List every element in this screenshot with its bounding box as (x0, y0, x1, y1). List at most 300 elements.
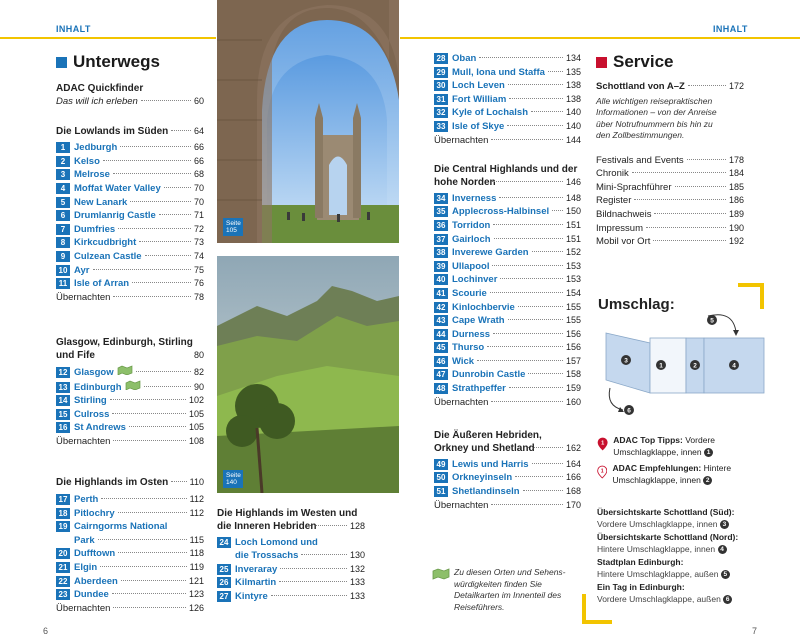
page-ref: 76 (193, 278, 204, 289)
cover-ref (597, 556, 757, 580)
place-number-badge: 48 (434, 383, 448, 394)
place-name: Loch Leven (452, 80, 505, 92)
place-number-badge: 11 (56, 278, 70, 289)
cover-diagram (598, 308, 798, 418)
place-name: Kinlochbervie (452, 301, 515, 313)
place-row[interactable] (434, 368, 581, 382)
place-row[interactable] (56, 408, 204, 422)
service-row[interactable] (596, 167, 744, 181)
place-name: Edinburgh (74, 381, 122, 393)
service-label: Register (596, 195, 632, 207)
header-right: INHALT (713, 24, 748, 34)
chapter-west-title[interactable]: Die Highlands im Westen und die Inneren Hebriden (217, 508, 358, 532)
column-west (217, 507, 365, 604)
page-ref: 155 (565, 301, 581, 312)
chapter-glasgow-title[interactable]: Glasgow, Edinburgh, Stirling und Fife (56, 337, 193, 362)
place-name: Aberdeen (74, 575, 118, 587)
cover-ref-text: Vordere Umschlagklappe, innen (597, 519, 718, 529)
chapter-west-page: 128 (217, 520, 365, 534)
diagram-label-6: 6 (627, 407, 631, 415)
place-number-badge: 38 (434, 247, 448, 258)
place-number-badge: 42 (434, 302, 448, 313)
photo-st-andrews (217, 0, 399, 243)
page-ref: 158 (565, 369, 581, 380)
place-row[interactable] (217, 536, 365, 550)
service-row[interactable] (596, 208, 744, 222)
cover-ref-title: Stadtplan Edinburgh: (597, 557, 684, 567)
place-row[interactable] (56, 493, 204, 507)
place-name: Fort William (452, 93, 507, 105)
page-ref: 192 (728, 236, 744, 247)
place-name: Stirling (74, 395, 107, 407)
page-ref: 118 (189, 548, 204, 559)
place-name: Wick (452, 355, 475, 367)
chapter-highlands-east[interactable]: Die Highlands im Osten 110 (56, 477, 204, 489)
place-name: Ullapool (452, 260, 490, 272)
page-ref: 138 (565, 93, 581, 104)
place-number-badge: 4 (56, 183, 70, 194)
place-name: Inveraray (235, 563, 278, 575)
recommendation-icon (597, 462, 607, 482)
place-number-badge: 51 (434, 486, 448, 497)
ref-circle: 6 (723, 595, 732, 604)
place-row[interactable] (56, 223, 204, 237)
place-row[interactable] (434, 485, 581, 499)
page-ref: 119 (189, 562, 204, 573)
place-name: Culross (74, 408, 110, 420)
page-ref: 186 (728, 195, 744, 206)
page-ref: 132 (349, 563, 365, 574)
place-row[interactable] (217, 576, 365, 590)
list-hebrides (434, 458, 581, 499)
place-number-badge: 14 (56, 395, 70, 406)
service-label: Mini-Sprachführer (596, 181, 672, 193)
cover-ref (597, 531, 757, 555)
place-name: Gairloch (452, 233, 491, 245)
page-ref: 74 (193, 250, 204, 261)
place-number-badge: 17 (56, 494, 70, 505)
place-number-badge: 45 (434, 342, 448, 353)
section-title-service: Service (596, 52, 744, 72)
page-ref: 133 (349, 590, 365, 601)
page-number-left: 6 (43, 626, 49, 636)
place-row[interactable] (56, 209, 204, 223)
photo-isle-of-skye (217, 256, 399, 493)
place-name: Drumlanrig Castle (74, 210, 156, 222)
list-cover-refs (597, 506, 757, 606)
place-name: Kyle of Lochalsh (452, 107, 529, 119)
place-row[interactable] (56, 394, 204, 408)
place-number-badge: 5 (56, 197, 70, 208)
service-label: Festivals and Events (596, 154, 684, 166)
place-name: Mull, Iona und Staffa (452, 66, 545, 78)
service-atoz[interactable]: Schottland von A–Z 172 (596, 81, 744, 92)
place-name: Shetlandinseln (452, 486, 520, 498)
page-ref: 148 (565, 192, 581, 203)
place-name: Isle of Skye (452, 120, 505, 132)
place-number-badge: 12 (56, 367, 70, 378)
place-number-badge: 15 (56, 409, 70, 420)
place-row[interactable] (56, 507, 204, 521)
chapter-hebrides-page: 162 (434, 442, 581, 456)
column-middle (434, 52, 581, 512)
place-name-continued: Park (74, 534, 95, 546)
place-row[interactable] (434, 219, 581, 233)
top-tip-icon (597, 434, 608, 454)
place-name-continued: die Trossachs (235, 550, 299, 562)
chapter-central-page: 146 (434, 176, 581, 190)
header-rule-left (0, 37, 216, 39)
ref-circle: 4 (718, 545, 727, 554)
page-ref: 90 (193, 381, 204, 392)
diagram-label-3: 3 (624, 357, 628, 365)
place-number-badge: 46 (434, 356, 448, 367)
map-icon (432, 567, 450, 613)
place-row[interactable] (217, 563, 365, 577)
header-rule-right (400, 37, 800, 39)
place-name: Dufftown (74, 548, 116, 560)
diagram-label-2: 2 (693, 362, 697, 370)
page-ref: 156 (565, 328, 581, 339)
place-name: New Lanark (74, 196, 128, 208)
ref-circle: 2 (703, 476, 712, 485)
service-label: Chronik (596, 168, 629, 180)
chapter-hebrides-title[interactable]: Die Äußeren Hebriden, Orkney und Shetland (434, 430, 542, 455)
place-number-badge: 36 (434, 220, 448, 231)
place-row[interactable] (434, 314, 581, 328)
ref-circle: 1 (704, 448, 713, 457)
adac-recs: 1 ADAC Empfehlungen: Hintere Umschlagklappe, innen 2 (597, 462, 757, 486)
column-unterwegs (56, 52, 204, 615)
page-ref: 102 (188, 395, 204, 406)
page-ref: 105 (188, 422, 204, 433)
place-number-badge: 28 (434, 53, 448, 64)
place-row[interactable] (434, 260, 581, 274)
cover-ref (597, 581, 757, 605)
place-name: Loch Lomond und (235, 536, 318, 548)
place-number-badge: 13 (56, 382, 70, 393)
chapter-glasgow-page: 80 (193, 350, 204, 361)
place-row[interactable] (434, 471, 581, 485)
place-name: Glasgow (74, 366, 114, 378)
place-row[interactable] (434, 79, 581, 93)
ref-circle: 5 (721, 570, 730, 579)
place-row[interactable] (434, 205, 581, 219)
place-number-badge: 19 (56, 521, 70, 532)
place-name: Kirkcudbright (74, 237, 137, 249)
page-ref: 153 (565, 260, 581, 271)
place-row[interactable] (56, 141, 204, 155)
place-row[interactable] (56, 380, 204, 395)
overnight-middle-top[interactable]: Übernachten 144 (434, 134, 581, 146)
place-name: Kintyre (235, 590, 268, 602)
cover-ref-text: Hintere Umschlagklappe, außen (597, 569, 719, 579)
page-ref: 152 (565, 247, 581, 258)
quickfinder-row[interactable]: Das will ich erleben 60 (56, 96, 204, 107)
place-number-badge: 1 (56, 142, 70, 153)
service-atoz-desc: Alle wichtigen reisepraktischen Informationen – von der Anreise über Notrufnummern bis hin zu den Zollbestimmungen. (596, 95, 717, 141)
place-name: Applecross-Halbinsel (452, 206, 550, 218)
place-number-badge: 6 (56, 210, 70, 221)
umschlag-title: Umschlag: (598, 296, 675, 313)
page-badge-bottom: Seite 140 (223, 470, 243, 488)
red-square-icon (596, 57, 607, 68)
place-row[interactable] (56, 520, 204, 534)
place-row-continued[interactable] (56, 534, 204, 548)
place-name: Elgin (74, 562, 98, 574)
place-row[interactable] (56, 264, 204, 278)
list-central (434, 192, 581, 396)
place-row[interactable] (434, 233, 581, 247)
page-ref: 70 (193, 182, 204, 193)
page-ref: 135 (565, 66, 581, 77)
blue-square-icon (56, 57, 67, 68)
service-label: Bildnachweis (596, 208, 652, 220)
place-number-badge: 24 (217, 537, 231, 548)
adac-tips: 1 ADAC Top Tipps: Vordere Umschlagklappe, innen 1 (597, 434, 757, 458)
place-name: Kelso (74, 155, 100, 167)
page-ref: 156 (565, 342, 581, 353)
page-ref: 164 (565, 458, 581, 469)
place-number-badge: 16 (56, 422, 70, 433)
place-row[interactable] (434, 52, 581, 66)
page-ref: 134 (565, 53, 581, 63)
page-ref: 140 (565, 120, 581, 131)
cover-ref (597, 506, 757, 530)
place-row[interactable] (217, 590, 365, 604)
place-row[interactable] (56, 250, 204, 264)
page-ref: 112 (189, 507, 204, 518)
page-ref: 190 (728, 222, 744, 233)
place-number-badge: 33 (434, 121, 448, 132)
chapter-lowlands[interactable]: Die Lowlands im Süden 64 (56, 125, 204, 137)
place-number-badge: 40 (434, 274, 448, 285)
service-row[interactable] (596, 235, 744, 249)
place-row[interactable] (56, 196, 204, 210)
page-ref: 150 (565, 206, 581, 217)
page-ref: 121 (188, 575, 204, 586)
place-row[interactable] (434, 246, 581, 260)
service-label: Impressum (596, 222, 643, 234)
cover-ref-title: Übersichtskarte Schottland (Süd): (597, 507, 735, 517)
place-number-badge: 41 (434, 288, 448, 299)
place-name: Inverewe Garden (452, 247, 529, 259)
place-row[interactable] (56, 421, 204, 435)
page-ref: 66 (193, 155, 204, 166)
place-number-badge: 26 (217, 577, 231, 588)
place-row[interactable] (434, 355, 581, 369)
place-number-badge: 8 (56, 237, 70, 248)
place-number-badge: 29 (434, 67, 448, 78)
diagram-label-4: 4 (732, 362, 736, 370)
page-ref: 68 (193, 169, 204, 180)
page-ref: 73 (193, 237, 204, 248)
page-ref: 71 (193, 210, 204, 221)
place-name: Oban (452, 53, 477, 64)
place-number-badge: 31 (434, 94, 448, 105)
page-ref: 140 (565, 107, 581, 118)
place-number-badge: 22 (56, 576, 70, 587)
overnight-lowlands[interactable]: Übernachten 78 (56, 291, 204, 303)
page-ref: 133 (349, 577, 365, 588)
place-number-badge: 23 (56, 589, 70, 600)
place-number-badge: 43 (434, 315, 448, 326)
service-label: Mobil vor Ort (596, 236, 651, 248)
page-ref: 151 (565, 233, 581, 244)
header-left: INHALT (56, 24, 91, 34)
service-row[interactable] (596, 181, 744, 195)
place-number-badge: 18 (56, 508, 70, 519)
page-ref: 157 (565, 355, 581, 366)
place-row[interactable] (434, 382, 581, 396)
place-name: Melrose (74, 169, 110, 181)
place-name: Orkneyinseln (452, 472, 513, 484)
place-number-badge: 35 (434, 206, 448, 217)
place-number-badge: 50 (434, 472, 448, 483)
page-ref: 189 (728, 208, 744, 219)
page-ref: 151 (565, 219, 581, 230)
list-west (217, 536, 365, 604)
place-number-badge: 25 (217, 564, 231, 575)
place-row[interactable] (56, 277, 204, 291)
map-icon (117, 365, 133, 375)
page-ref: 153 (565, 274, 581, 285)
place-row[interactable] (56, 365, 204, 380)
place-row[interactable] (434, 120, 581, 134)
place-row[interactable] (56, 236, 204, 250)
map-icon (125, 380, 141, 390)
place-name: Isle of Arran (74, 278, 130, 290)
list-service (596, 154, 744, 249)
place-number-badge: 34 (434, 193, 448, 204)
page-badge-top: Seite 105 (223, 218, 243, 236)
place-row[interactable] (434, 341, 581, 355)
list-middle-top (434, 52, 581, 134)
list-lowlands (56, 141, 204, 291)
service-row[interactable] (596, 222, 744, 236)
page-ref: 75 (193, 264, 204, 275)
quickfinder-title[interactable]: ADAC Quickfinder (56, 83, 144, 94)
page-ref: 112 (189, 494, 204, 505)
place-name: Moffat Water Valley (74, 182, 161, 194)
place-name: Jedburgh (74, 142, 118, 154)
place-row[interactable] (434, 192, 581, 206)
place-name: Lewis und Harris (452, 458, 529, 470)
chapter-central-title[interactable]: Die Central Highlands und der hohe Norden (434, 164, 578, 189)
cover-ref-text: Vordere Umschlagklappe, außen (597, 594, 721, 604)
place-row[interactable] (434, 66, 581, 80)
place-row[interactable] (434, 328, 581, 342)
list-glasgow (56, 365, 204, 435)
service-row[interactable] (596, 154, 744, 168)
page-ref: 168 (565, 486, 581, 497)
place-row[interactable] (434, 106, 581, 120)
cover-ref-title: Übersichtskarte Schottland (Nord): (597, 532, 739, 542)
place-number-badge: 49 (434, 459, 448, 470)
page-ref: 123 (188, 589, 204, 600)
place-row[interactable] (56, 547, 204, 561)
place-row[interactable] (56, 575, 204, 589)
overnight-central[interactable]: Übernachten 160 (434, 396, 581, 408)
place-name: Cape Wrath (452, 315, 505, 327)
ref-circle: 3 (720, 520, 729, 529)
place-name: Scourie (452, 287, 487, 299)
place-name: Dumfries (74, 223, 116, 235)
place-number-badge: 2 (56, 156, 70, 167)
column-service (596, 52, 744, 249)
place-row[interactable] (56, 155, 204, 169)
page-ref: 159 (565, 383, 581, 394)
page-ref: 105 (188, 408, 204, 419)
place-name: Cairngorms National (74, 521, 168, 533)
place-row[interactable] (434, 287, 581, 301)
section-title-unterwegs: Unterwegs (56, 52, 204, 72)
place-name: Lochinver (452, 274, 498, 286)
diagram-label-1: 1 (659, 362, 663, 370)
page-ref: 185 (728, 181, 744, 192)
place-row[interactable] (56, 168, 204, 182)
place-name: Dundee (74, 589, 109, 601)
overnight-highlands-east[interactable]: Übernachten 126 (56, 602, 204, 614)
cover-ref-title: Ein Tag in Edinburgh: (597, 582, 685, 592)
place-name: Strathpeffer (452, 383, 506, 395)
page-ref: 166 (565, 472, 581, 483)
page-ref: 130 (349, 550, 365, 561)
svg-text:1: 1 (600, 468, 604, 475)
place-row[interactable] (56, 588, 204, 602)
overnight-glasgow[interactable]: Übernachten 108 (56, 435, 204, 447)
diagram-label-5: 5 (710, 317, 714, 325)
page-ref: 178 (728, 154, 744, 165)
place-number-badge: 30 (434, 80, 448, 91)
place-number-badge: 47 (434, 369, 448, 380)
place-number-badge: 20 (56, 548, 70, 559)
page-ref: 66 (193, 142, 204, 153)
place-row[interactable] (56, 182, 204, 196)
cover-ref-text: Hintere Umschlagklappe, innen (597, 544, 716, 554)
map-note: Zu diesen Orten und Sehens-würdigkeiten finden Sie Detailkarten im Innenteil des Reiseführers. (432, 567, 582, 613)
place-row[interactable] (434, 273, 581, 287)
page-ref: 72 (193, 223, 204, 234)
page-ref: 154 (565, 287, 581, 298)
page-ref: 115 (189, 534, 204, 545)
service-row[interactable] (596, 194, 744, 208)
page-ref: 155 (565, 315, 581, 326)
place-row[interactable] (434, 301, 581, 315)
place-number-badge: 27 (217, 591, 231, 602)
place-row[interactable] (434, 93, 581, 107)
place-number-badge: 37 (434, 234, 448, 245)
page-ref: 184 (728, 168, 744, 179)
place-name: Inverness (452, 192, 497, 204)
page-ref: 138 (565, 80, 581, 91)
place-number-badge: 44 (434, 329, 448, 340)
place-name: Perth (74, 494, 99, 506)
place-row-continued[interactable] (217, 549, 365, 563)
place-number-badge: 3 (56, 169, 70, 180)
place-name: Pitlochry (74, 507, 115, 519)
place-number-badge: 21 (56, 562, 70, 573)
place-row[interactable] (434, 458, 581, 472)
place-name: Durness (452, 328, 491, 340)
list-highlands-east (56, 493, 204, 602)
page-ref: 82 (193, 366, 204, 377)
place-name: Kilmartin (235, 577, 277, 589)
place-row[interactable] (56, 561, 204, 575)
place-name: Dunrobin Castle (452, 369, 526, 381)
place-number-badge: 39 (434, 261, 448, 272)
overnight-hebrides[interactable]: Übernachten 170 (434, 499, 581, 511)
